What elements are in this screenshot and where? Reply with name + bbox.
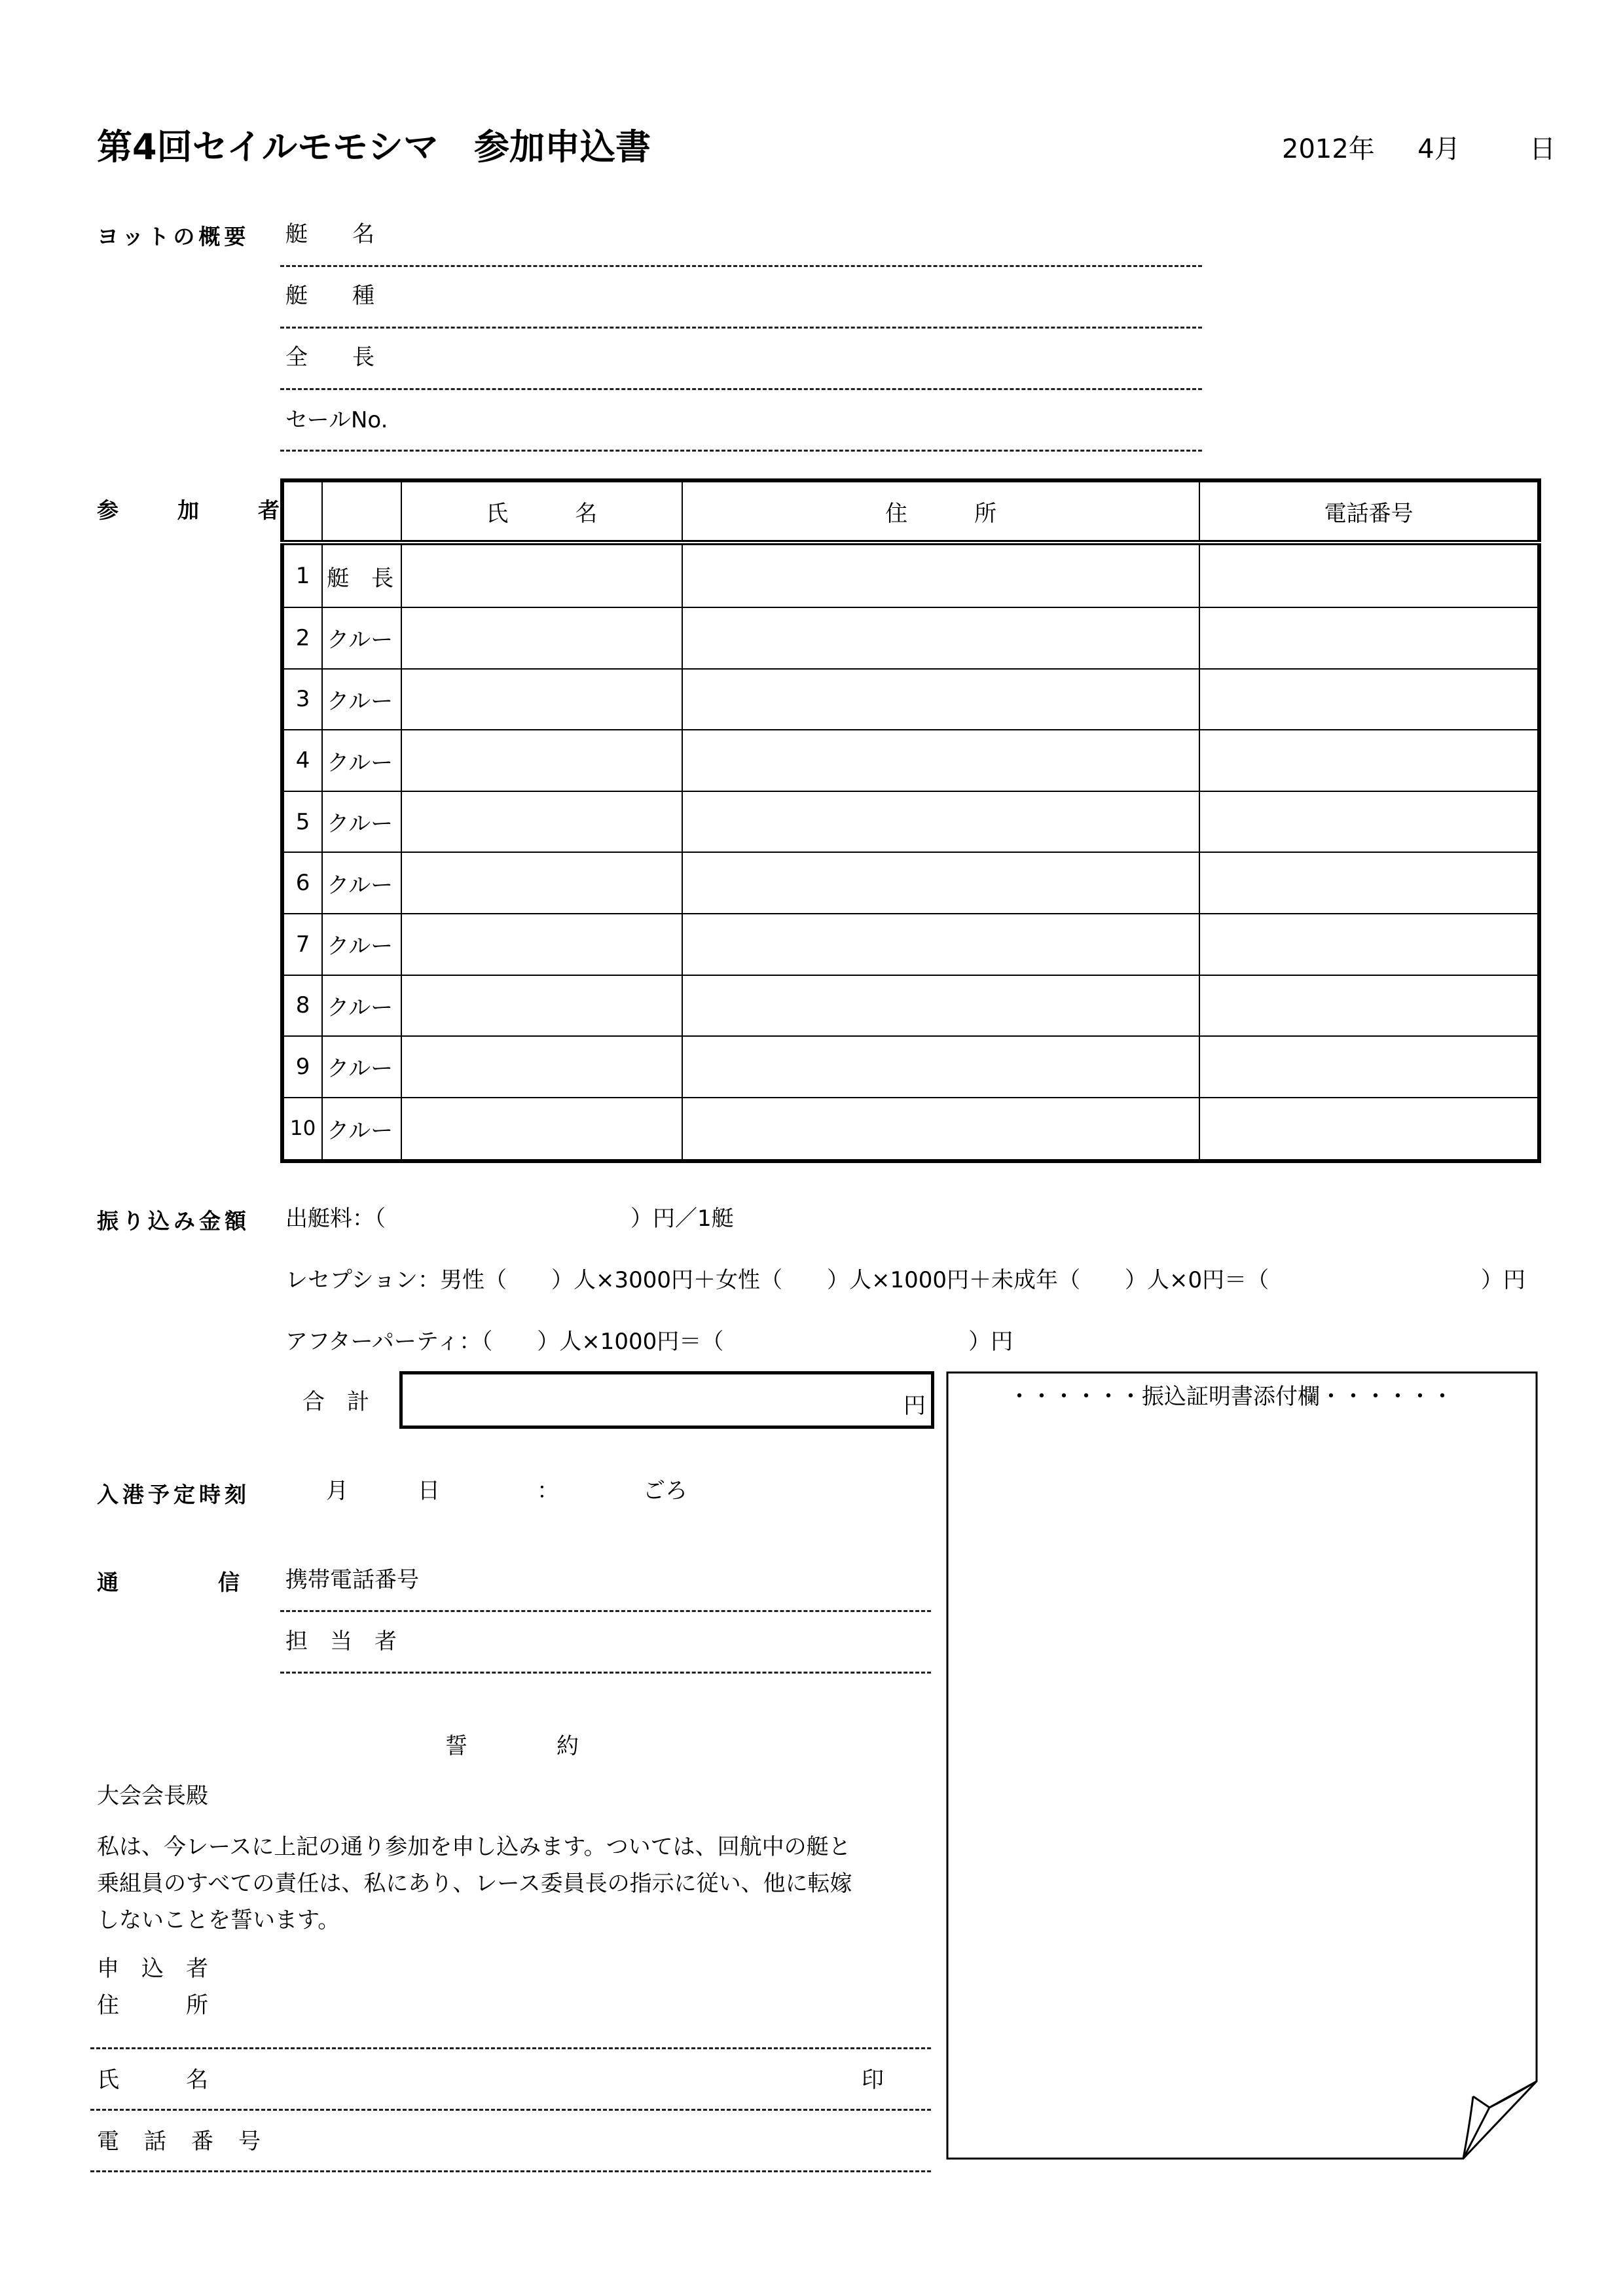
contact-person-label: 担 当 者 <box>285 1628 397 1655</box>
pledge-body-line-2: 乗組員のすべての責任は、私にあり、レース委員長の指示に従い、他に転嫁 <box>97 1871 852 1897</box>
applicant-address-line[interactable] <box>90 2047 931 2049</box>
date-year: 2012年 <box>1282 134 1375 164</box>
yacht-name-label: 艇 名 <box>285 221 374 247</box>
header-phone: 電話番号 <box>1199 480 1539 543</box>
yacht-type-line[interactable] <box>280 327 1202 329</box>
header-name: 氏 名 <box>401 480 682 543</box>
page-title: 第4回セイルモモシマ 参加申込書 <box>97 126 651 168</box>
sail-number-line[interactable] <box>280 450 1202 452</box>
row-number: 5 <box>282 791 322 853</box>
reception-line: レセプション：男性（ ）人×3000円＋女性（ ）人×1000円＋未成年（ ）人×0円＝（ <box>285 1267 1269 1293</box>
yacht-length-label: 全 長 <box>285 344 374 370</box>
row-number: 10 <box>282 1098 322 1161</box>
mobile-number-label: 携帯電話番号 <box>285 1567 419 1593</box>
payment-section-label: 振り込み金額 <box>97 1208 250 1234</box>
yacht-name-line[interactable] <box>280 265 1202 267</box>
row-number: 2 <box>282 607 322 669</box>
table-row <box>282 607 1539 669</box>
row-role: クルー <box>322 975 401 1037</box>
phone-cell[interactable] <box>1199 1036 1539 1098</box>
row-role: クルー <box>322 852 401 914</box>
contact-person-line[interactable] <box>280 1672 931 1674</box>
yacht-length-line[interactable] <box>280 388 1202 390</box>
name-cell[interactable] <box>401 669 682 730</box>
arrival-approx-label: ごろ <box>643 1478 687 1504</box>
name-cell[interactable] <box>401 975 682 1037</box>
table-row <box>282 730 1539 791</box>
phone-cell[interactable] <box>1199 669 1539 730</box>
phone-cell[interactable] <box>1199 975 1539 1037</box>
row-role: クルー <box>322 1036 401 1098</box>
applicant-name-label: 氏 名 <box>97 2067 208 2093</box>
entry-fee-line: 出艇料：（ ）円／1艇 <box>285 1206 734 1232</box>
table-row <box>282 791 1539 853</box>
arrival-month-label: 月 <box>326 1478 348 1504</box>
address-cell[interactable] <box>682 914 1199 975</box>
name-cell[interactable] <box>401 1036 682 1098</box>
yacht-section-label: ヨットの概要 <box>97 224 250 249</box>
phone-cell[interactable] <box>1199 607 1539 669</box>
arrival-section-label: 入港予定時刻 <box>97 1482 250 1507</box>
arrival-colon: ： <box>537 1478 559 1504</box>
application-date <box>1282 131 1556 168</box>
participants-section-label: 参 加 者 <box>97 497 285 523</box>
header-address: 住 所 <box>682 480 1199 543</box>
table-row <box>282 543 1539 607</box>
table-row <box>282 975 1539 1037</box>
header-number-cell <box>282 480 322 543</box>
address-cell[interactable] <box>682 1036 1199 1098</box>
name-cell[interactable] <box>401 607 682 669</box>
address-cell[interactable] <box>682 730 1199 791</box>
table-row <box>282 914 1539 975</box>
participants-header-row <box>282 480 1539 543</box>
row-role: クルー <box>322 1098 401 1161</box>
transfer-proof-attachment-area <box>946 1371 1539 2160</box>
table-row <box>282 1098 1539 1161</box>
participants-table <box>280 478 1541 1163</box>
name-cell[interactable] <box>401 914 682 975</box>
seal-label: 印 <box>862 2067 884 2093</box>
date-day: 日 <box>1529 134 1556 164</box>
address-cell[interactable] <box>682 1098 1199 1161</box>
name-cell[interactable] <box>401 852 682 914</box>
attachment-label: ・・・・・・振込証明書添付欄・・・・・・ <box>1008 1384 1453 1410</box>
after-party-line: アフターパーティ：（ ）人×1000円＝（ ）円 <box>285 1329 1013 1355</box>
name-cell[interactable] <box>401 1098 682 1161</box>
row-number: 3 <box>282 669 322 730</box>
address-cell[interactable] <box>682 975 1199 1037</box>
phone-cell[interactable] <box>1199 791 1539 853</box>
phone-cell[interactable] <box>1199 852 1539 914</box>
row-role: クルー <box>322 730 401 791</box>
row-number: 8 <box>282 975 322 1037</box>
row-number: 7 <box>282 914 322 975</box>
pledge-body-line-3: しないことを誓います。 <box>97 1907 340 1933</box>
table-row <box>282 852 1539 914</box>
name-cell[interactable] <box>401 730 682 791</box>
applicant-phone-label: 電 話 番 号 <box>97 2128 262 2155</box>
row-role: 艇 長 <box>322 543 401 607</box>
phone-cell[interactable] <box>1199 730 1539 791</box>
phone-cell[interactable] <box>1199 543 1539 607</box>
address-cell[interactable] <box>682 543 1199 607</box>
row-role: クルー <box>322 914 401 975</box>
mobile-number-line[interactable] <box>280 1610 931 1612</box>
row-role: クルー <box>322 669 401 730</box>
header-role-cell <box>322 480 401 543</box>
phone-cell[interactable] <box>1199 1098 1539 1161</box>
row-number: 4 <box>282 730 322 791</box>
phone-cell[interactable] <box>1199 914 1539 975</box>
address-cell[interactable] <box>682 852 1199 914</box>
row-role: クルー <box>322 607 401 669</box>
name-cell[interactable] <box>401 791 682 853</box>
applicant-name-line[interactable] <box>90 2109 931 2111</box>
reception-line-end: ）円 <box>1481 1267 1525 1293</box>
applicant-label: 申 込 者 <box>97 1956 208 1982</box>
date-month: 4月 <box>1417 134 1461 164</box>
row-number: 9 <box>282 1036 322 1098</box>
address-cell[interactable] <box>682 669 1199 730</box>
applicant-address-label: 住 所 <box>97 1992 208 2018</box>
total-amount-field[interactable] <box>399 1371 934 1429</box>
row-number: 1 <box>282 543 322 607</box>
address-cell[interactable] <box>682 791 1199 853</box>
name-cell[interactable] <box>401 543 682 607</box>
total-unit: 円 <box>903 1393 926 1419</box>
pledge-body-line-1: 私は、今レースに上記の通り参加を申し込みます。ついては、回航中の艇と <box>97 1834 851 1860</box>
row-number: 6 <box>282 852 322 914</box>
table-row <box>282 669 1539 730</box>
pledge-title: 誓 約 <box>445 1733 579 1759</box>
address-cell[interactable] <box>682 607 1199 669</box>
total-label: 合 計 <box>302 1389 369 1415</box>
row-role: クルー <box>322 791 401 853</box>
table-row <box>282 1036 1539 1098</box>
yacht-type-label: 艇 種 <box>285 283 374 309</box>
applicant-phone-line[interactable] <box>90 2170 931 2172</box>
comm-section-label: 通 信 <box>97 1570 242 1595</box>
sail-number-label: セールNo. <box>285 407 388 433</box>
arrival-day-label: 日 <box>418 1478 440 1504</box>
pledge-addressee: 大会会長殿 <box>97 1783 208 1809</box>
